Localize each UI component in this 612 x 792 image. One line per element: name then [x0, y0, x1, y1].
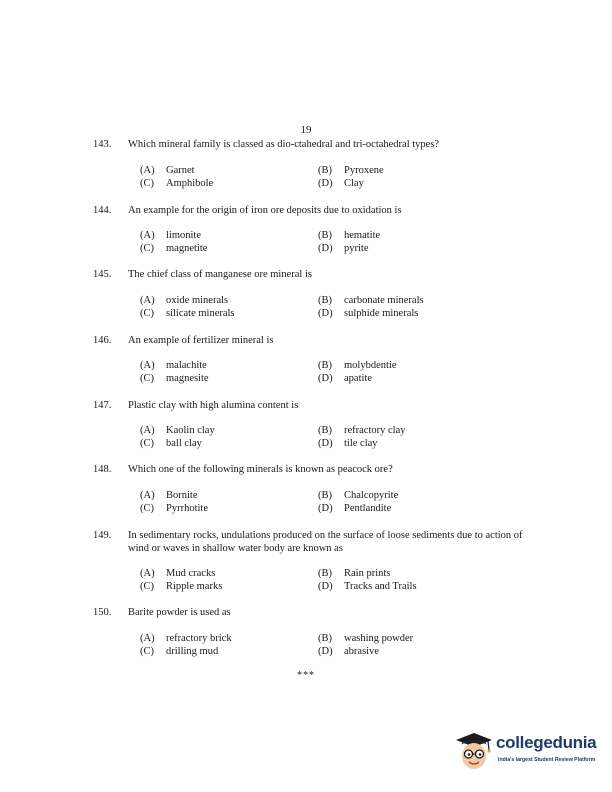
option-a[interactable]: (A) oxide minerals [140, 295, 229, 306]
option-b[interactable]: (B) Chalcopyrite [318, 490, 399, 501]
question-number: 147. [93, 400, 112, 411]
option-c[interactable]: (C) magnesite [140, 373, 209, 384]
option-b[interactable]: (B) Pyroxene [318, 165, 384, 176]
option-c[interactable]: (C) magnetite [140, 243, 208, 254]
option-a[interactable]: (A) limonite [140, 230, 201, 241]
option-c[interactable]: (C) Ripple marks [140, 581, 223, 592]
question-text: The chief class of manganese ore mineral is [128, 269, 312, 280]
option-b[interactable]: (B) washing powder [318, 633, 414, 644]
option-d[interactable]: (D) Tracks and Trails [318, 581, 417, 592]
option-d[interactable]: (D) abrasive [318, 646, 379, 657]
question-number: 149. [93, 530, 112, 541]
question-text: Which one of the following minerals is known as peacock ore? [128, 464, 393, 475]
question-text: Which mineral family is classed as dio-ctahedral and tri-octahedral types? [128, 139, 440, 150]
question-text: An example of fertilizer mineral is [128, 335, 274, 346]
option-b[interactable]: (B) Rain prints [318, 568, 391, 579]
option-b[interactable]: (B) hematite [318, 230, 381, 241]
logo-wordmark: collegedunia [496, 733, 597, 752]
option-a[interactable]: (A) Mud cracks [140, 568, 216, 579]
option-c[interactable]: (C) silicate minerals [140, 308, 235, 319]
question-number: 148. [93, 464, 112, 475]
question-146 [93, 334, 533, 347]
end-of-section-mark: *** [297, 670, 315, 681]
question-text: In sedimentary rocks, undulations produced on the surface of loose sediments due to action of wind or waves in shallow water body are known as [128, 530, 523, 554]
option-c[interactable]: (C) Amphibole [140, 178, 214, 189]
question-text: Barite powder is used as [128, 607, 231, 618]
question-145 [93, 268, 533, 281]
question-number: 150. [93, 607, 112, 618]
question-144 [93, 204, 533, 217]
question-148 [93, 463, 533, 476]
question-number: 143. [93, 139, 112, 150]
option-a[interactable]: (A) Kaolin clay [140, 425, 215, 436]
option-d[interactable]: (D) apatite [318, 373, 372, 384]
question-text: An example for the origin of iron ore deposits due to oxidation is [128, 205, 402, 216]
question-number: 146. [93, 335, 112, 346]
option-d[interactable]: (D) tile clay [318, 438, 378, 449]
option-d[interactable]: (D) sulphide minerals [318, 308, 419, 319]
question-149 [93, 529, 533, 555]
option-c[interactable]: (C) ball clay [140, 438, 202, 449]
option-c[interactable]: (C) Pyrrhotite [140, 503, 208, 514]
question-147 [93, 399, 533, 412]
option-b[interactable]: (B) carbonate minerals [318, 295, 424, 306]
option-b[interactable]: (B) molybdentie [318, 360, 397, 371]
question-number: 144. [93, 205, 112, 216]
option-d[interactable]: (D) Pentlandite [318, 503, 392, 514]
question-143 [93, 138, 533, 151]
option-a[interactable]: (A) malachite [140, 360, 207, 371]
mascot-icon [452, 728, 494, 774]
question-150 [93, 606, 533, 619]
option-c[interactable]: (C) drilling mud [140, 646, 219, 657]
page-number: 19 [300, 124, 312, 136]
question-text: Plastic clay with high alumina content is [128, 400, 299, 411]
option-a[interactable]: (A) refractory brick [140, 633, 232, 644]
option-b[interactable]: (B) refractory clay [318, 425, 406, 436]
option-d[interactable]: (D) Clay [318, 178, 364, 189]
question-number: 145. [93, 269, 112, 280]
logo-tagline: India's largest Student Review Platform [498, 757, 596, 763]
option-a[interactable]: (A) Bornite [140, 490, 198, 501]
collegedunia-logo[interactable] [452, 728, 602, 774]
option-a[interactable]: (A) Garnet [140, 165, 195, 176]
option-d[interactable]: (D) pyrite [318, 243, 369, 254]
